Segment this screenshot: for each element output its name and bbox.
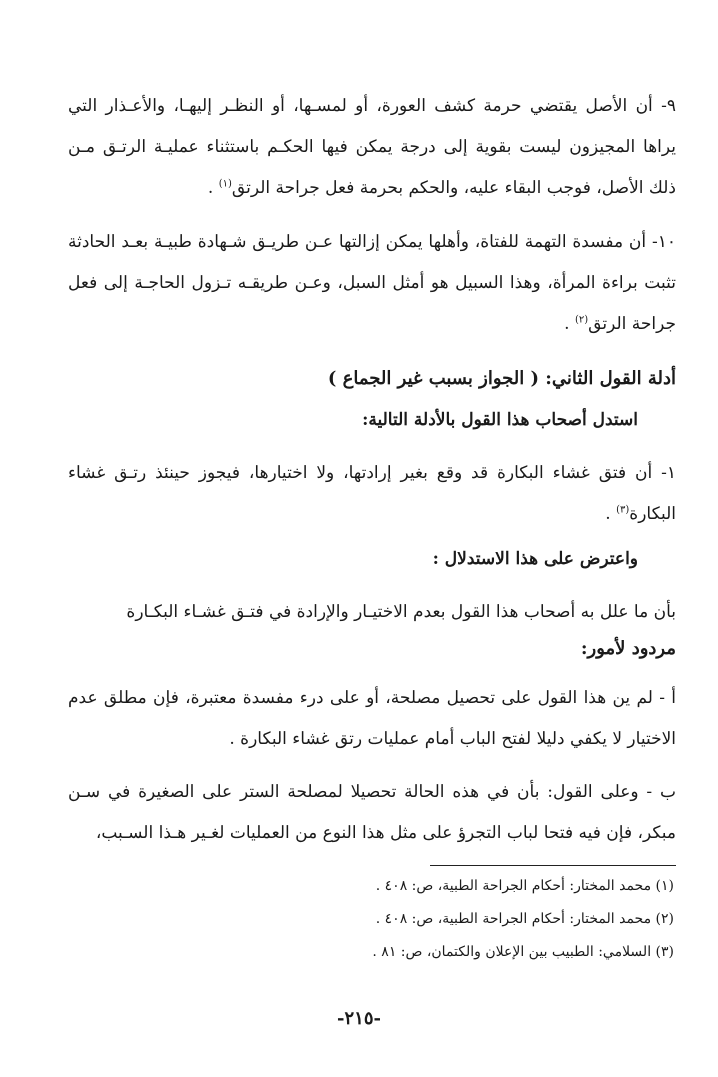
footnote-ref-1[interactable]: (١) <box>218 178 232 190</box>
paragraph-text: بأن ما علل به أصحاب هذا القول بعدم الاختيـار والإرادة في فتـق غشـاء البكـارة <box>126 602 676 622</box>
evidence-intro-heading: استدل أصحاب هذا القول بالأدلة التالية: <box>362 410 638 430</box>
footnote-separator <box>430 865 676 866</box>
paragraph-text: ١٠- أن مفسدة التهمة للفتاة، وأهلها يمكن إزالتها عـن طريـق شـهادة طبيـة بعـد الحادثة تثبت براءة المرأة، وهذا السبيل هو أمثل السبل، وعـن طريقـه تـزول الحاجـة إلى فعل جراحة الرتق <box>68 232 676 334</box>
paragraph-objection <box>68 592 676 633</box>
footnote-1: (١) محمد المختار: أحكام الجراحة الطبية، ص: ٤٠٨ . <box>375 878 674 894</box>
objection-heading: واعترض على هذا الاستدلال : <box>432 549 638 569</box>
paragraph-point-b <box>68 772 676 854</box>
paragraph-text: ٩- أن الأصل يقتضي حرمة كشف العورة، أو لمسـها، أو النظـر إليهـا، والأعـذار التي يراها المجيزون ليست بقوية إلى درجة يمكن فيها الحكـم باستثناء عمليـة الرتـق مـن ذلك الأصل، فوجب البقاء عليه، والحكم بحرمة فعل جراحة الرتق <box>68 96 676 198</box>
paragraph-text: أ - لم ين هذا القول على تحصيل مصلحة، أو على درء مفسدة معتبرة، فإن مطلق عدم الاختيار لا يكفي دليلا لفتح الباب أمام عمليات رتق غشاء البكارة . <box>68 688 676 749</box>
paragraph-text: ب - وعلى القول: بأن في هذه الحالة تحصيلا لمصلحة الستر على الصغيرة في سـن مبكر، فإن فيه فتحا لباب التجرؤ على مثل هذا النوع من العمليات لغـير هـذا السـبب، <box>68 782 676 843</box>
footnote-2: (٢) محمد المختار: أحكام الجراحة الطبية، ص: ٤٠٨ . <box>375 911 674 927</box>
rejected-heading: مردود لأمور: <box>580 638 676 659</box>
paragraph-tail: . <box>207 178 219 198</box>
page-number: -٢١٥- <box>337 1008 381 1029</box>
paragraph-tail: . <box>605 504 617 524</box>
paragraph-point-a <box>68 678 676 760</box>
footnote-ref-2[interactable]: (٢) <box>574 314 589 326</box>
footnote-ref-3[interactable]: (٣) <box>616 504 630 516</box>
paragraph-tail: . <box>564 314 575 334</box>
paragraph-point-9 <box>68 86 676 209</box>
section-heading-second-opinion: أدلة القول الثاني: ( الجواز بسبب غير الجماع ) <box>327 368 676 389</box>
footnote-3: (٣) السلامي: الطبيب بين الإعلان والكتمان، ص: ٨١ . <box>372 944 674 960</box>
paragraph-point-10 <box>68 222 676 345</box>
paragraph-text: ١- أن فتق غشاء البكارة قد وقع بغير إرادتها، ولا اختيارها، فيجوز حينئذ رتـق غشاء البكارة <box>68 463 676 524</box>
paragraph-evidence-1 <box>68 453 676 535</box>
